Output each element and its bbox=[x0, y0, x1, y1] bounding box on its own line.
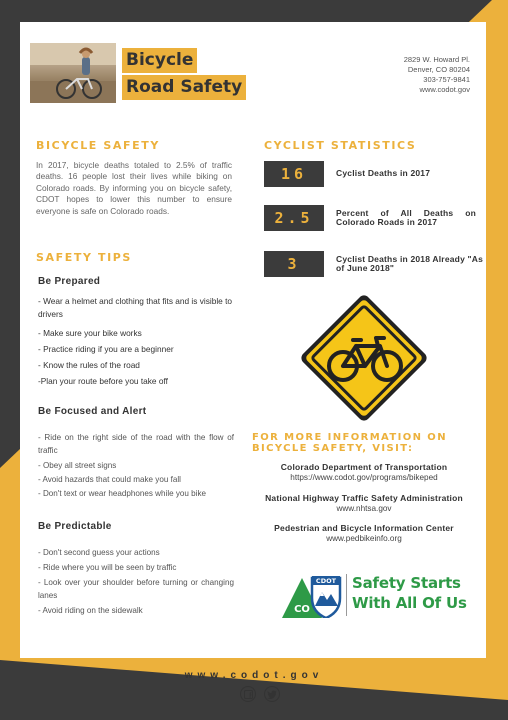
bicycle-safety-text: In 2017, bicycle deaths totaled to 2.5% of traffic deaths. 16 people lost their lives while biking on Colorado roads. By informing you on bicycle safety, CDOT hopes to lower this number to ensure everyone is safe on Colorado roads. bbox=[36, 160, 232, 216]
slogan-line-2: With All Of Us bbox=[352, 594, 467, 612]
address-phone: 303-757-9841 bbox=[423, 75, 470, 84]
tip-list-be-prepared bbox=[38, 295, 234, 389]
logo-divider bbox=[346, 574, 347, 616]
more-info-heading: FOR MORE INFORMATION ON BICYCLE SAFETY, VISIT: bbox=[252, 432, 447, 454]
org-pedbike bbox=[252, 523, 476, 543]
list-item: -Plan your route before you take off bbox=[38, 376, 168, 386]
cdot-safety-logo bbox=[282, 572, 482, 618]
list-item: - Avoid hazards that could make you fall bbox=[38, 475, 181, 484]
bicycle-warning-sign-icon bbox=[296, 290, 432, 426]
twitter-icon[interactable] bbox=[264, 686, 280, 702]
stat-label: Percent of All Deaths on Colorado Roads in 2017 bbox=[336, 207, 476, 227]
list-item: - Obey all street signs bbox=[38, 461, 117, 470]
org-link[interactable]: www.nhtsa.gov bbox=[336, 504, 392, 513]
footer-website-link[interactable]: www.codot.gov bbox=[184, 670, 324, 681]
stat-label: Cyclist Deaths in 2018 Already "As of June 2018" bbox=[336, 253, 484, 273]
badge-co-text: CO bbox=[294, 604, 310, 615]
facebook-icon[interactable] bbox=[240, 686, 256, 702]
address-website[interactable]: www.codot.gov bbox=[419, 85, 470, 94]
org-name: National Highway Traffic Safety Administration bbox=[265, 493, 463, 503]
tip-title-be-focused: Be Focused and Alert bbox=[38, 406, 147, 417]
cdot-badge-icon bbox=[282, 572, 346, 618]
stat-row-deaths-2017 bbox=[264, 161, 486, 187]
org-link[interactable]: www.pedbikeinfo.org bbox=[326, 534, 402, 543]
list-item: - Avoid riding on the sidewalk bbox=[38, 606, 143, 615]
org-link[interactable]: https://www.codot.gov/programs/bikeped bbox=[290, 473, 438, 482]
title-line-1: Bicycle bbox=[122, 48, 197, 73]
slogan-line-1: Safety Starts bbox=[352, 574, 461, 592]
bicycle-safety-heading: BICYCLE SAFETY bbox=[36, 139, 160, 152]
list-item: - Ride on the right side of the road with the flow of traffic bbox=[38, 433, 234, 455]
flyer-sheet bbox=[20, 22, 486, 658]
tip-title-be-predictable: Be Predictable bbox=[38, 521, 112, 532]
list-item: - Wear a helmet and clothing that fits and is visible to drivers bbox=[38, 296, 233, 319]
title-line-2: Road Safety bbox=[122, 75, 246, 100]
org-cdot bbox=[252, 462, 476, 482]
org-name: Pedestrian and Bicycle Information Center bbox=[274, 523, 454, 533]
list-item: - Know the rules of the road bbox=[38, 360, 140, 370]
list-item: - Look over your shoulder before turning or changing lanes bbox=[38, 578, 234, 600]
org-nhtsa bbox=[252, 493, 476, 513]
stat-row-percent-deaths bbox=[264, 205, 476, 231]
list-item: - Ride where you will be seen by traffic bbox=[38, 563, 177, 572]
tip-list-be-predictable bbox=[38, 546, 234, 618]
stat-value: 2.5 bbox=[264, 205, 324, 231]
page-title bbox=[122, 48, 246, 100]
list-item: - Don't text or wear headphones while you bike bbox=[38, 489, 207, 498]
badge-cdot-text: CDOT bbox=[315, 577, 337, 585]
cyclist-photo bbox=[30, 43, 116, 103]
stat-row-deaths-2018 bbox=[264, 251, 486, 277]
stat-label: Cyclist Deaths in 2017 bbox=[336, 168, 431, 179]
cyclist-statistics-heading: CYCLIST STATISTICS bbox=[264, 139, 417, 152]
tip-list-be-focused bbox=[38, 431, 234, 501]
safety-tips-heading: SAFETY TIPS bbox=[36, 251, 132, 264]
contact-address bbox=[404, 55, 470, 95]
stat-value: 16 bbox=[264, 161, 324, 187]
slogan-text bbox=[352, 573, 467, 613]
address-city: Denver, CO 80204 bbox=[407, 65, 470, 74]
list-item: - Make sure your bike works bbox=[38, 328, 142, 338]
stat-value: 3 bbox=[264, 251, 324, 277]
org-name: Colorado Department of Transportation bbox=[280, 462, 448, 472]
list-item: - Practice riding if you are a beginner bbox=[38, 344, 174, 354]
list-item: - Don't second guess your actions bbox=[38, 548, 160, 557]
tip-title-be-prepared: Be Prepared bbox=[38, 276, 101, 287]
address-street: 2829 W. Howard Pl. bbox=[403, 55, 470, 64]
